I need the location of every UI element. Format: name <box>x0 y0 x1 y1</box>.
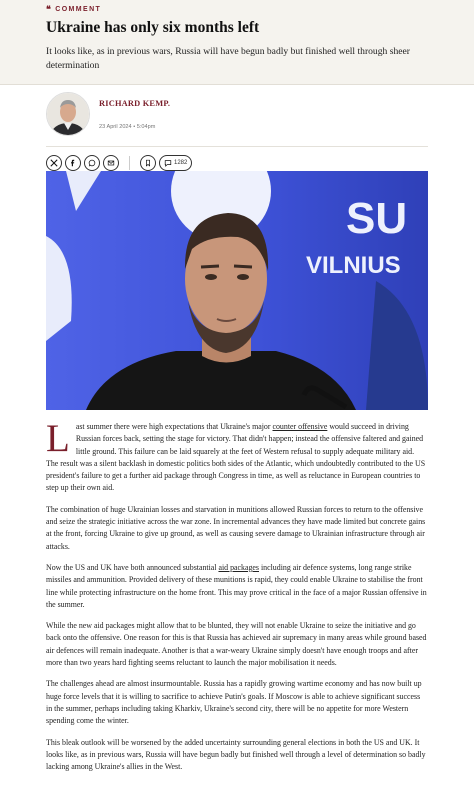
whatsapp-icon <box>88 159 96 167</box>
banner-text-large: SU <box>346 194 408 243</box>
counter-offensive-link[interactable]: counter offensive <box>272 422 328 431</box>
section-label: COMMENT <box>55 6 102 13</box>
paragraph-text: ast summer there were high expectations that Ukraine's major <box>75 422 273 431</box>
article-paragraph: While the new aid packages might allow that to be blunted, they will not enable Ukraine to seize the initiative and go back onto the offensive. One reason for this is that Russia has achieved air supremacy in many areas while ground based air defences will remain inadequate. Another is that a war-weary Ukraine simply doesn't have enough troops and after more than two years hard fighting seems reluctant to launch the major mobilisation it needs. <box>46 621 427 668</box>
hero-image[interactable] <box>46 171 428 410</box>
share-facebook-button[interactable] <box>65 155 81 171</box>
paragraph-text: including air defence systems, long range strike missiles and ammunition. Provided delivery of these munitions is rapid, they could enable Ukraine to stabilise the front line while protecting infrastructure on the home front. This may prove critical in the face of a major Russian offensive in the summer. <box>46 562 427 609</box>
publish-date: 23 April 2024 • 5:04pm <box>99 123 156 130</box>
author-avatar[interactable] <box>46 92 90 136</box>
article-paragraph: The combination of huge Ukrainian losses and starvation in munitions allowed Russian forces to return to the offensive and seize the strategic initiative across the war zone. In incremental advances they have made limited but concrete gains at the front, forcing Ukraine to give up ground, as well as causing severe damage to Ukrainian infrastructure through air attacks. <box>46 504 426 551</box>
byline <box>0 85 474 138</box>
share-x-button[interactable] <box>46 155 62 171</box>
article-body <box>46 417 428 782</box>
aid-packages-link[interactable]: aid packages <box>218 562 259 572</box>
article-paragraph <box>46 562 428 611</box>
x-icon <box>50 159 58 167</box>
drop-cap: L <box>46 417 70 460</box>
comments-button[interactable] <box>159 155 192 171</box>
author-name[interactable]: RICHARD KEMP. <box>99 98 171 108</box>
article-paragraph <box>46 417 428 495</box>
quote-icon: ❝ <box>46 4 53 14</box>
paragraph-text: Now the US and UK have both announced substantial <box>46 562 219 572</box>
article-paragraph: The challenges ahead are almost insurmountable. Russia has a rapidly growing wartime economy and has now built up huge force levels that it is willing to sacrifice to achieve Putin's goals. If Moscow is able to achieve significant success in the summer, perhaps including taking Kharkiv, Ukraine's second city, there will be no appetite for more Western spending come the winter. <box>46 679 422 726</box>
share-whatsapp-button[interactable] <box>84 155 100 171</box>
comment-count: 1282 <box>174 160 188 166</box>
article-header <box>0 0 474 85</box>
article-paragraph: This bleak outlook will be worsened by the added uncertainty surrounding general elections in both the US and UK. It looks like, as in previous wars, Russia will have begun badly but finished well through a level of determination so badly lacking among Ukraine's allies in the West. <box>46 737 426 772</box>
share-bar <box>0 147 474 172</box>
bookmark-icon <box>144 159 152 167</box>
headline: Ukraine has only six months left <box>46 19 260 36</box>
hero-photo <box>46 171 428 410</box>
paragraph-text: would succeed in driving Russian forces back, setting the stage for victory. That didn't happen; instead the offensive faltered and gained little ground. This failure can be laid squarely at the feet of Western refusal to supply adequate military aid. The result was a silent backlash in domestic politics both sides of the Atlantic, which undoubtedly contributed to the US president's failure to get a further aid package through Congress in time, as well as reluctance in European countries to step up their own aid. <box>46 422 426 493</box>
comment-icon <box>164 159 172 167</box>
section-tag[interactable] <box>46 6 428 13</box>
share-separator <box>129 156 130 170</box>
bookmark-button[interactable] <box>140 155 156 171</box>
banner-text-city: VILNIUS <box>306 252 401 279</box>
avatar-portrait <box>47 93 89 135</box>
email-icon <box>107 159 115 167</box>
standfirst: It looks like, as in previous wars, Russia will have begun badly but finished well through sheer determination <box>46 46 410 71</box>
share-email-button[interactable] <box>103 155 119 171</box>
facebook-icon <box>69 159 77 167</box>
